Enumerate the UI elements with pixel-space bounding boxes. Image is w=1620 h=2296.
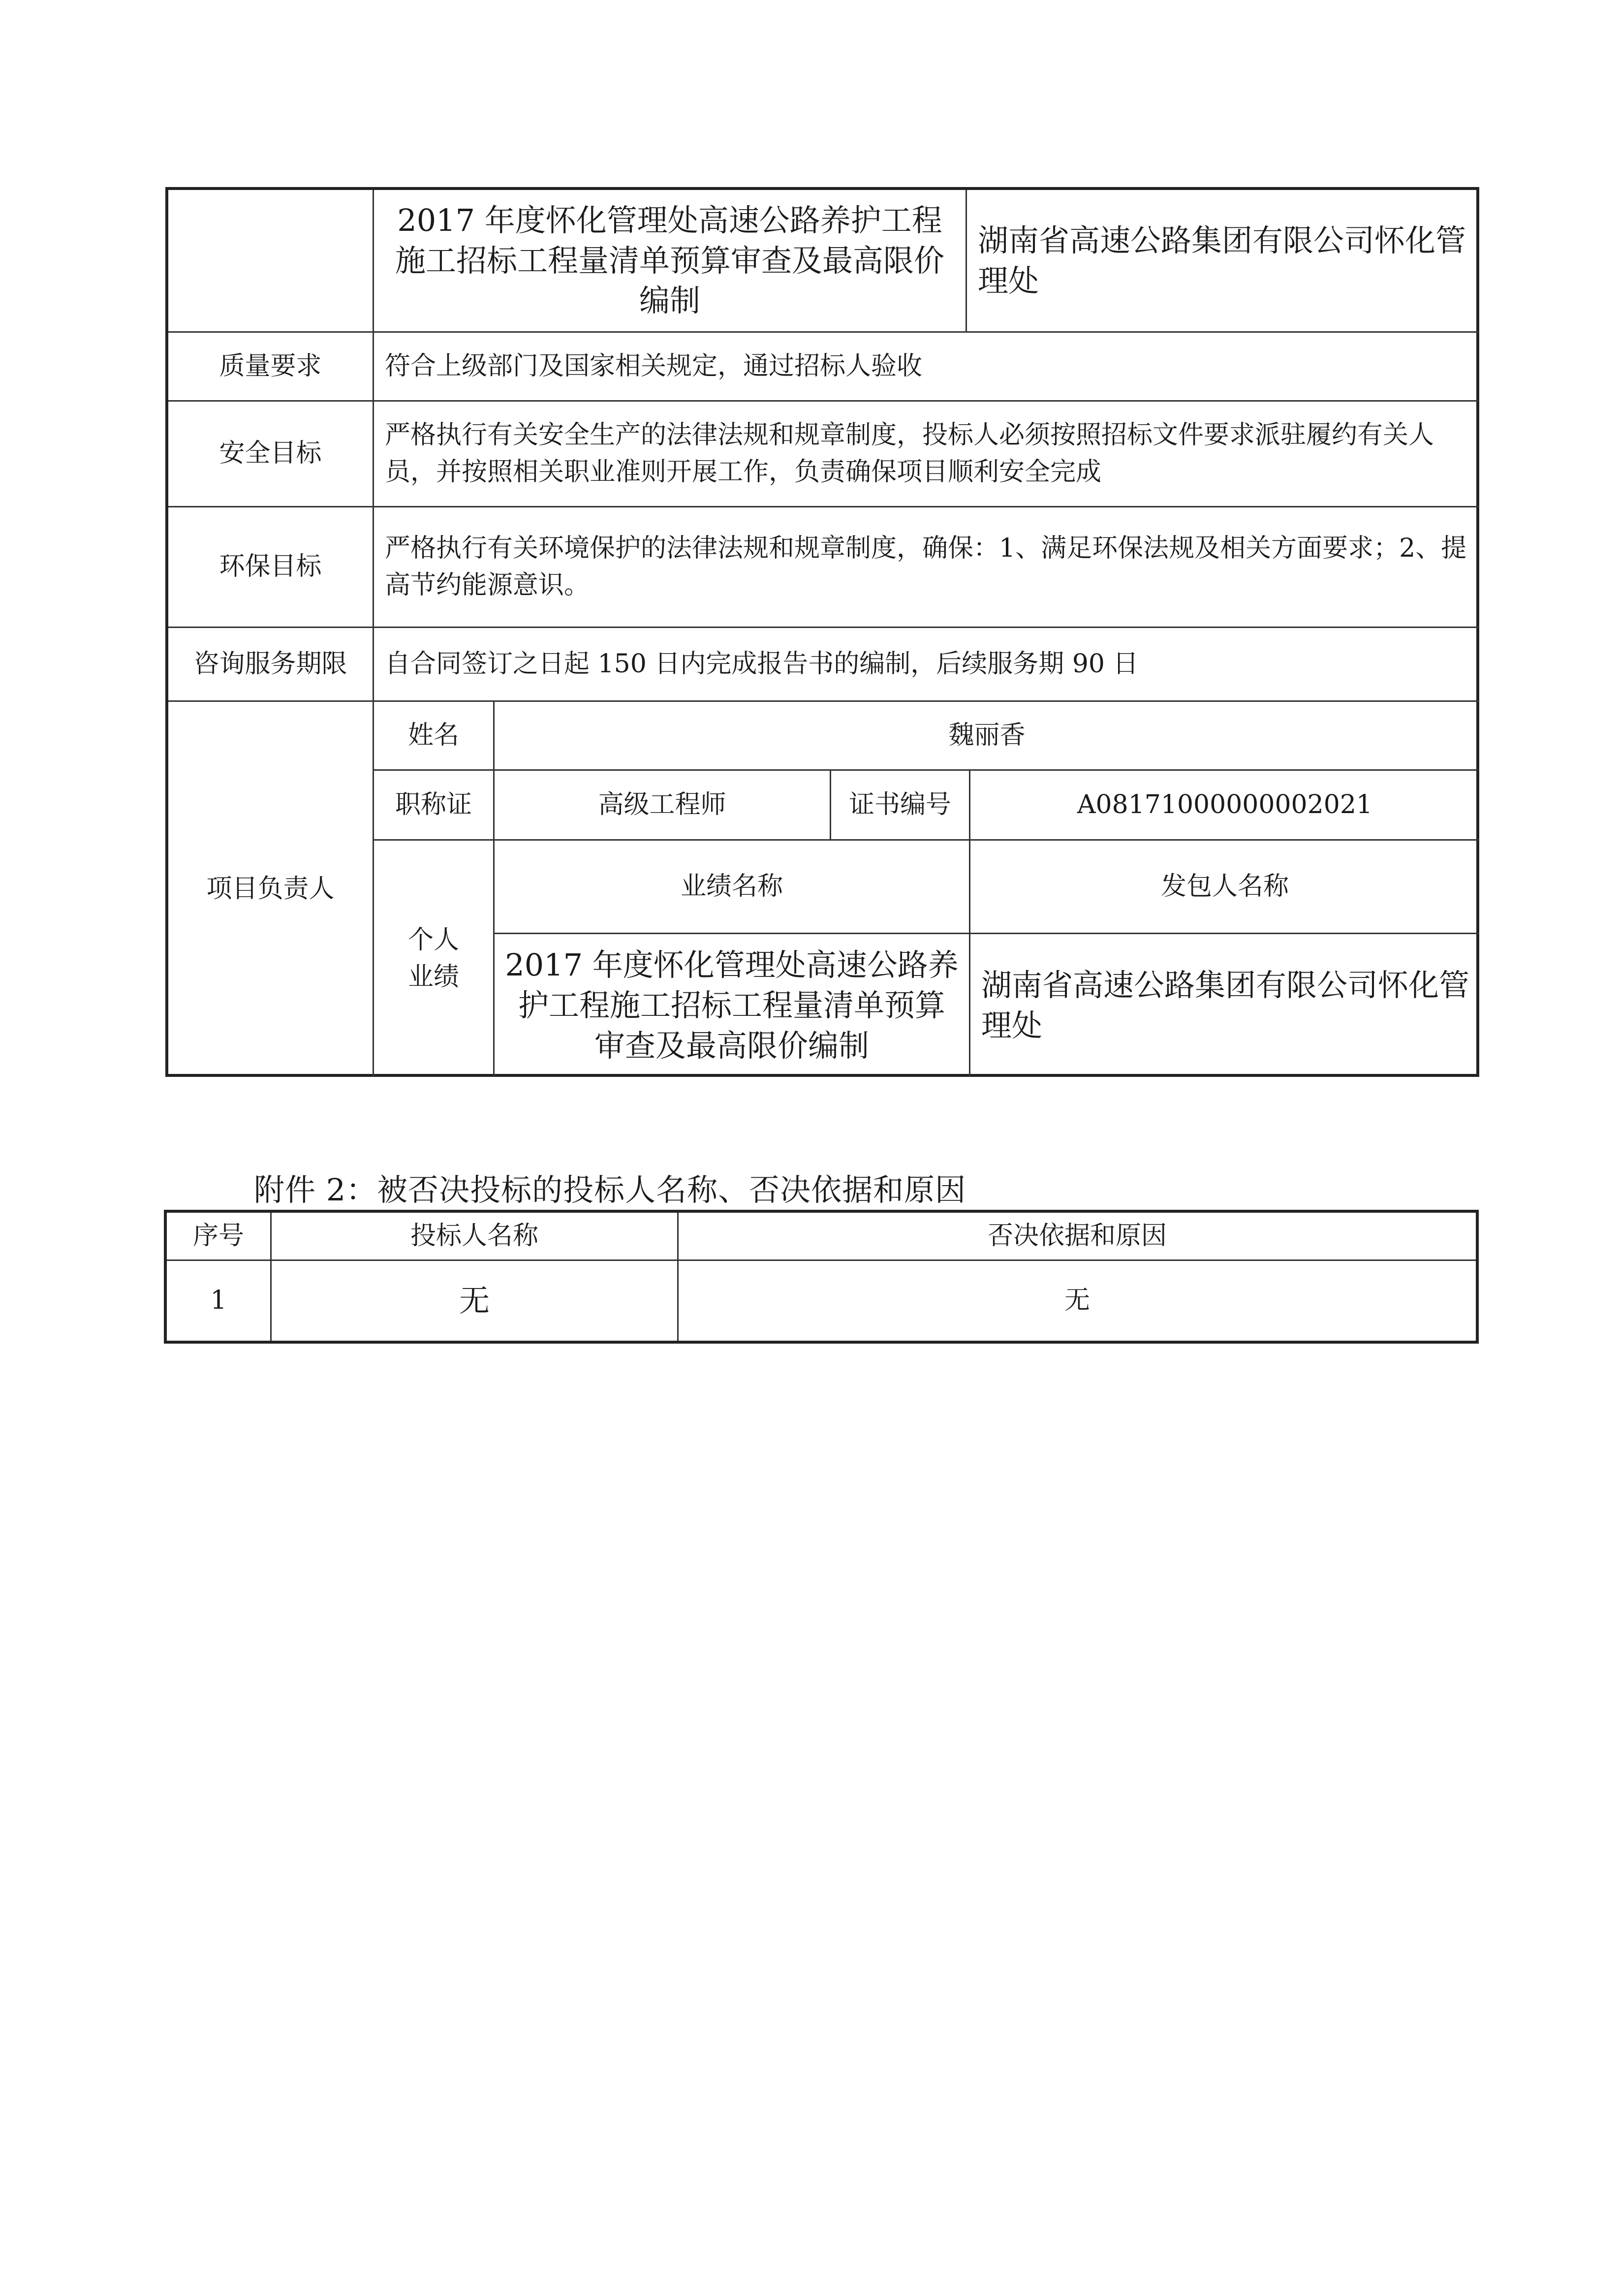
service-period-value: 自合同签订之日起 150 日内完成报告书的编制，后续服务期 90 日 [374,628,1479,702]
safety-value: 严格执行有关安全生产的法律法规和规章制度，投标人必须按照招标文件要求派驻履约有关人员，并按照相关职业准则开展工作，负责确保项目顺利安全完成 [374,402,1479,507]
performance-label: 个人业绩 [374,841,495,1077]
safety-label: 安全目标 [168,402,374,507]
top-client-name-text: 湖南省高速公路集团有限公司怀化管理处 [978,222,1466,299]
performance-project: 2017 年度怀化管理处高速公路养护工程施工招标工程量清单预算审查及最高限价编制 [495,934,970,1077]
service-period-label: 咨询服务期限 [168,628,374,702]
annex-title: 附件 2：被否决投标的投标人名称、否决依据和原因 [254,1172,966,1208]
project-manager-label: 项目负责人 [168,702,374,1077]
top-row-empty-label [168,190,374,333]
title-label: 职称证 [374,771,495,841]
performance-client: 湖南省高速公路集团有限公司怀化管理处 [981,967,1470,1043]
rejected-bidders-table [164,1210,1479,1344]
header-reason: 否决依据和原因 [679,1213,1476,1261]
quality-value: 符合上级部门及国家相关规定，通过招标人验收 [374,333,1479,402]
name-value: 魏丽香 [495,702,1479,771]
table-row-reason: 无 [1064,1286,1090,1316]
header-bidder: 投标人名称 [272,1213,679,1261]
project-info-table [165,187,1479,1077]
cert-value: A08171000000002021 [970,771,1479,841]
top-client-name [967,190,1479,333]
performance-col1-header: 业绩名称 [495,841,970,934]
cert-label: 证书编号 [831,771,970,841]
quality-label: 质量要求 [168,333,374,402]
table-row-index: 1 [167,1261,272,1341]
title-value: 高级工程师 [495,771,831,841]
table-row-bidder: 无 [272,1261,679,1341]
performance-col2-header: 发包人名称 [970,841,1479,934]
environment-label: 环保目标 [168,507,374,628]
environment-value: 严格执行有关环境保护的法律法规和规章制度，确保：1、满足环保法规及相关方面要求；2、提高节约能源意识。 [374,507,1479,628]
header-index: 序号 [167,1213,272,1261]
name-label: 姓名 [374,702,495,771]
top-project-name-text: 2017 年度怀化管理处高速公路养护工程施工招标工程量清单预算审查及最高限价编制 [395,202,944,319]
top-project-name [374,190,967,333]
